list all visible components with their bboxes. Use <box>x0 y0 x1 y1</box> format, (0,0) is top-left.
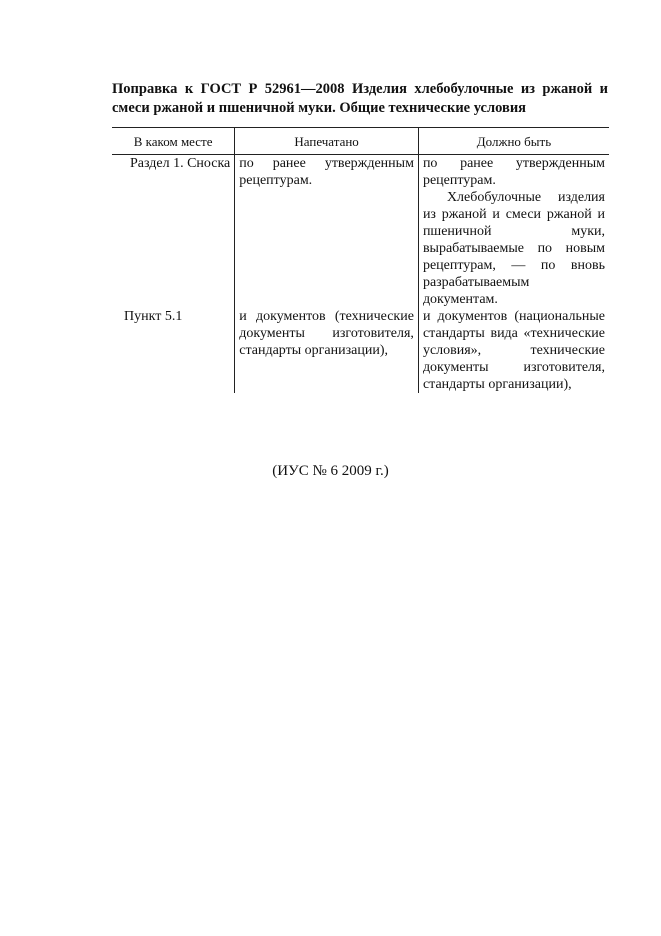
source-reference: (ИУС № 6 2009 г.) <box>272 463 389 479</box>
cell-place <box>112 155 235 309</box>
cell-place <box>112 308 235 393</box>
printed-text: и документов (технические документы изготовителя, стандарты организации), <box>239 309 414 358</box>
cell-printed <box>235 155 419 309</box>
should-be-text: по ранее утвержденным рецептурам. <box>422 156 605 188</box>
table-header-row <box>112 128 609 155</box>
title-line-2: смеси ржаной и пшеничной муки. Общие технические условия <box>112 100 527 116</box>
should-be-extra-text: Хлебобулочные изделия из ржаной и смеси ржаной и пшеничной муки, вырабатываемые по новым рецептурам, — по вновь разрабатываемым документам. <box>422 190 605 307</box>
document-title <box>112 80 608 118</box>
place-text: Пункт 5.1 <box>124 309 183 324</box>
cell-should-be <box>418 155 609 309</box>
title-line-1: Поправка к ГОСТ Р 52961—2008 Изделия хлебобулочные из ржаной и <box>112 81 608 97</box>
table-row <box>112 155 609 309</box>
table-row <box>112 308 609 393</box>
printed-text: по ранее утвержденным рецептурам. <box>239 156 414 188</box>
place-text: Раздел 1. Сноска <box>129 156 231 171</box>
cell-should-be <box>418 308 609 393</box>
cell-printed <box>235 308 419 393</box>
header-place: В каком месте <box>112 128 235 155</box>
should-be-text: и документов (национальные стандарты вида «технические условия», технические документы изготовителя, стандарты организации), <box>422 309 605 392</box>
header-printed: Напечатано <box>235 128 419 155</box>
header-should-be: Должно быть <box>418 128 609 155</box>
corrections-table <box>112 127 609 393</box>
